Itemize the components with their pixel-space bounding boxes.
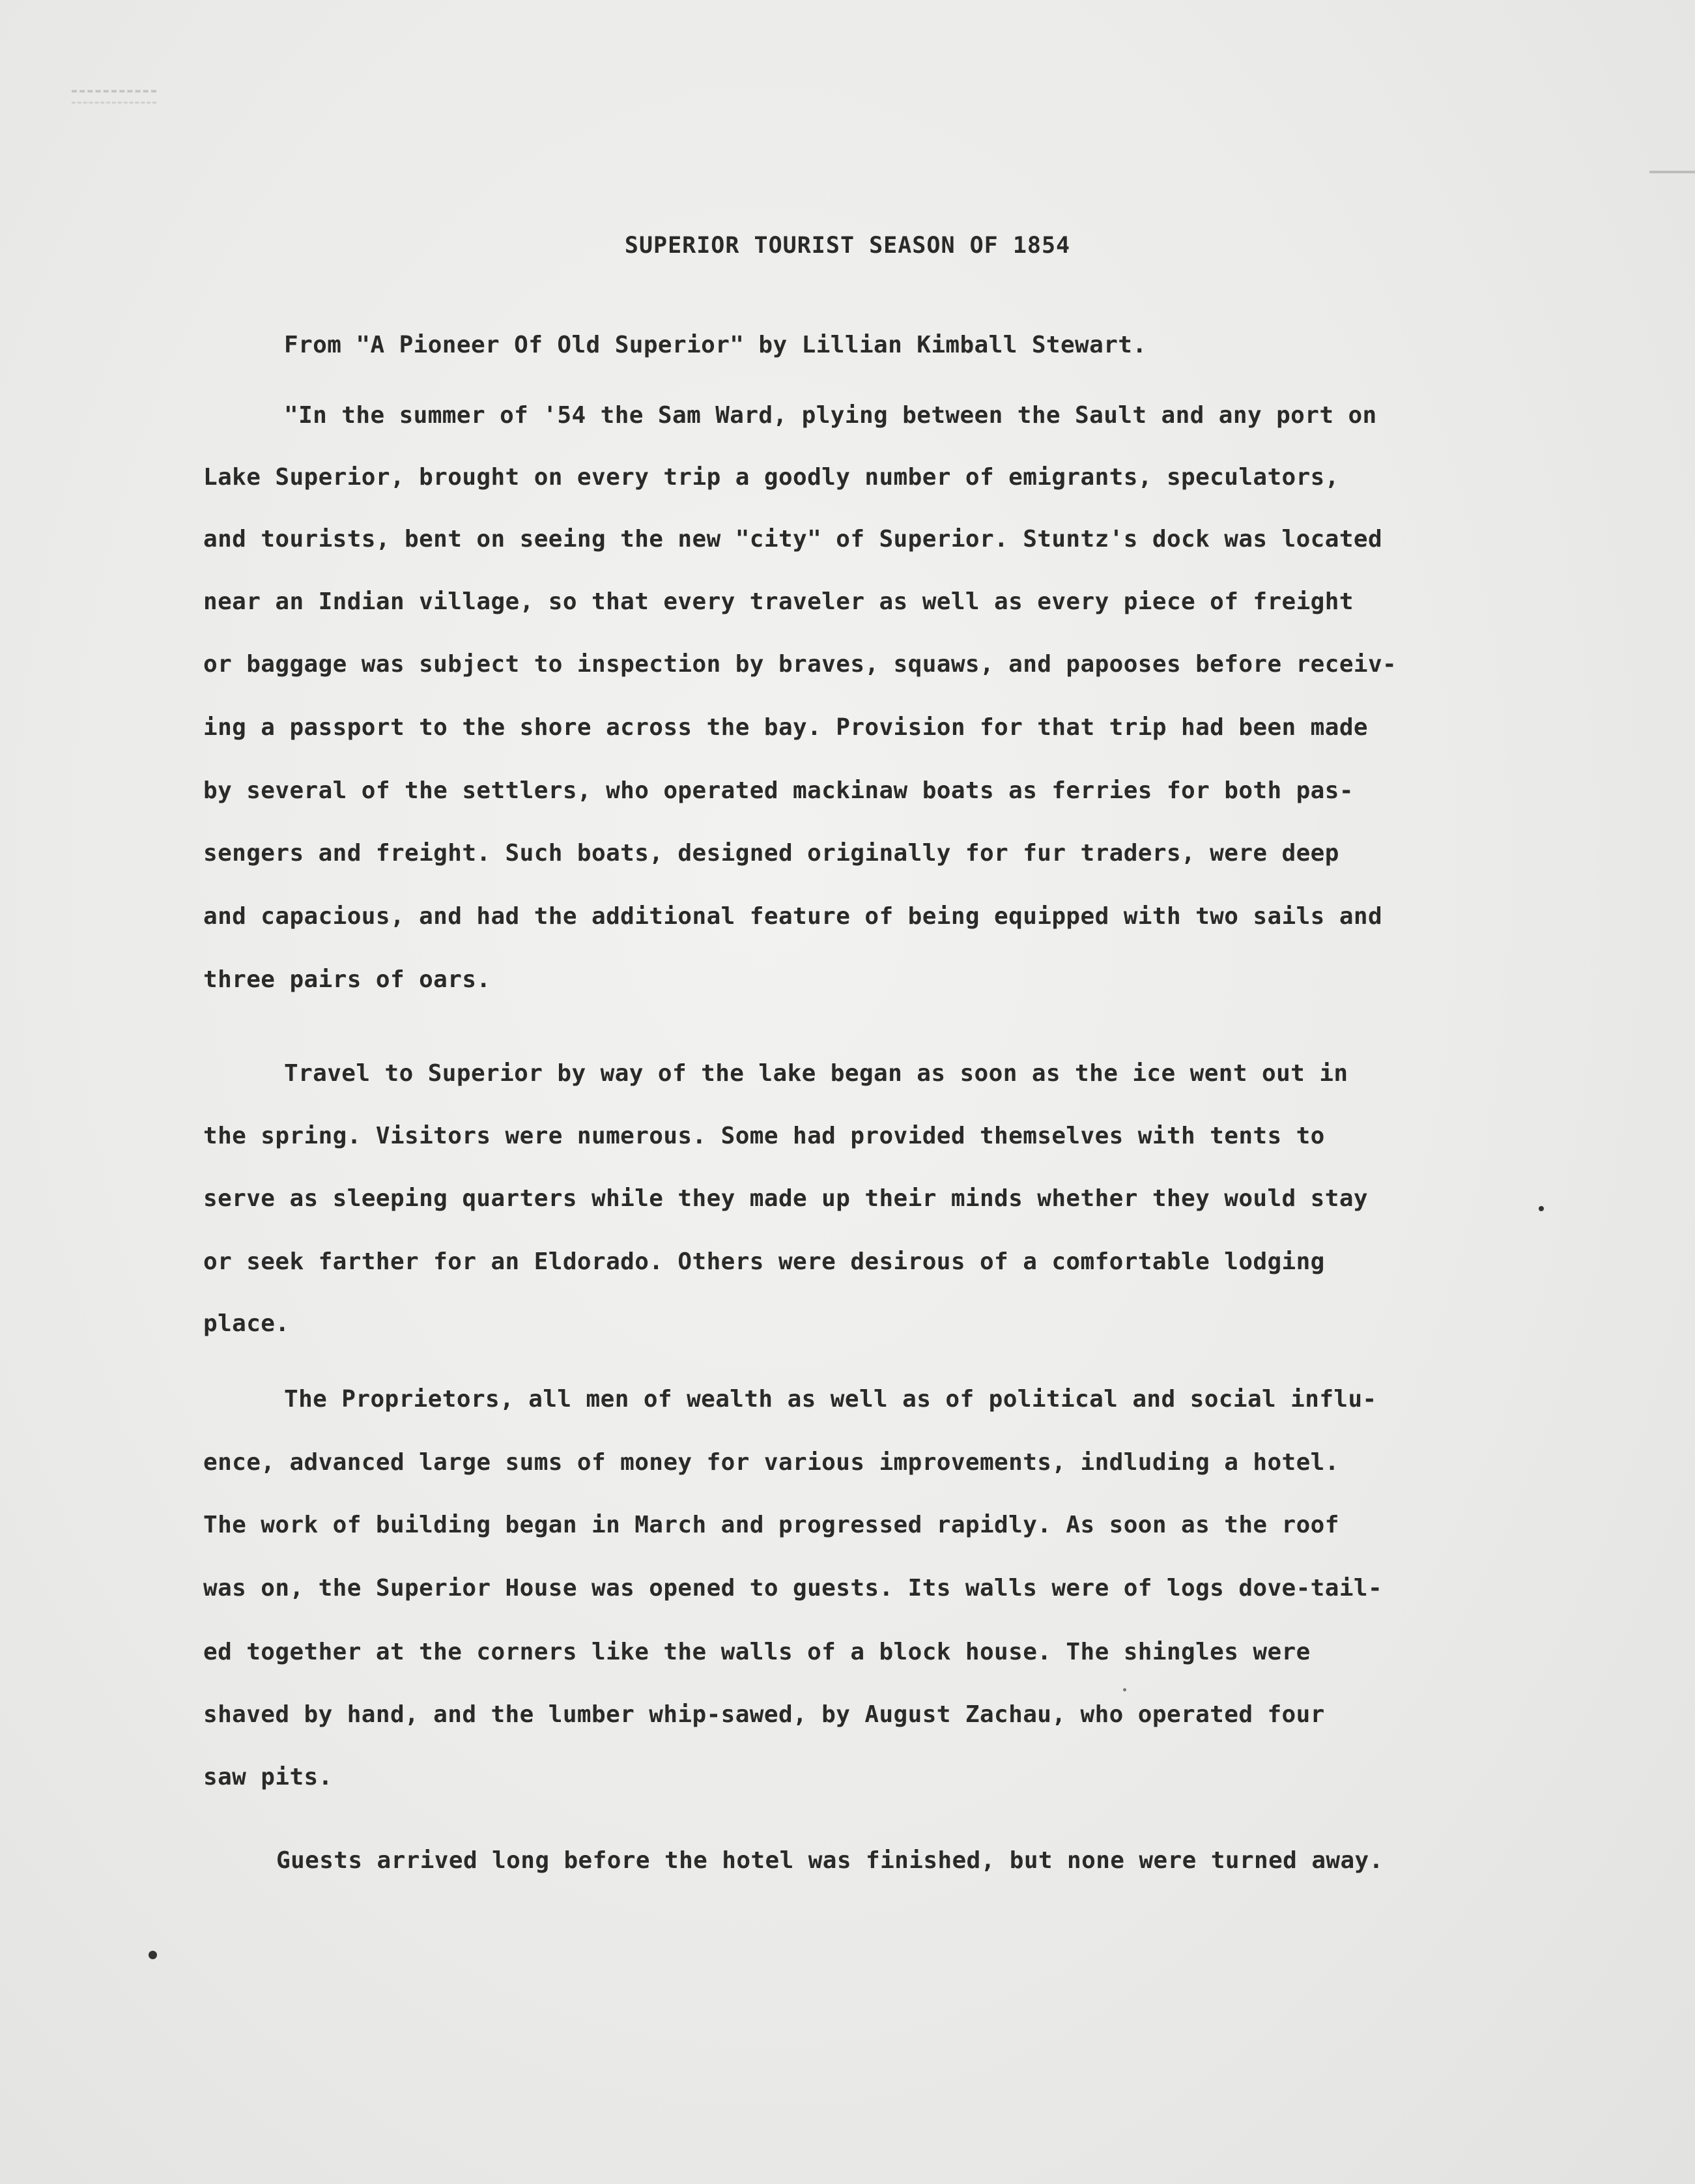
ink-dot bbox=[1123, 1688, 1126, 1691]
text-line: place. bbox=[203, 1310, 290, 1337]
text-line: Travel to Superior by way of the lake began as soon as the ice went out in bbox=[284, 1060, 1348, 1087]
text-line: or seek farther for an Eldorado. Others were desirous of a comfortable lodging bbox=[203, 1248, 1325, 1275]
text-line: three pairs of oars. bbox=[203, 966, 491, 993]
text-line: The work of building began in March and progressed rapidly. As soon as the roof bbox=[203, 1512, 1339, 1538]
text-line: ing a passport to the shore across the bay. Provision for that trip had been made bbox=[203, 714, 1368, 741]
ink-dot bbox=[149, 1951, 157, 1959]
text-line: Guests arrived long before the hotel was finished, but none were turned away. bbox=[276, 1847, 1384, 1874]
source-line: From "A Pioneer Of Old Superior" by Lillian Kimball Stewart. bbox=[284, 332, 1147, 358]
punch-mark bbox=[72, 90, 156, 104]
text-line: the spring. Visitors were numerous. Some had provided themselves with tents to bbox=[203, 1123, 1325, 1149]
document-title: SUPERIOR TOURIST SEASON OF 1854 bbox=[624, 233, 1071, 259]
text-line: ence, advanced large sums of money for various improvements, indluding a hotel. bbox=[203, 1449, 1339, 1476]
text-line: serve as sleeping quarters while they made up their minds whether they would stay bbox=[203, 1185, 1368, 1212]
text-line: ed together at the corners like the walls of a block house. The shingles were bbox=[203, 1639, 1311, 1665]
text-line: was on, the Superior House was opened to guests. Its walls were of logs dove-tail- bbox=[203, 1575, 1383, 1602]
text-line: saw pits. bbox=[203, 1764, 333, 1790]
text-line: and capacious, and had the additional feature of being equipped with two sails and bbox=[203, 903, 1383, 930]
text-line: shaved by hand, and the lumber whip-sawed, by August Zachau, who operated four bbox=[203, 1701, 1325, 1728]
text-line: Lake Superior, brought on every trip a goodly number of emigrants, speculators, bbox=[203, 464, 1339, 491]
text-line: sengers and freight. Such boats, designed originally for fur traders, were deep bbox=[203, 840, 1339, 867]
text-line: and tourists, bent on seeing the new "city" of Superior. Stuntz's dock was located bbox=[203, 526, 1383, 553]
edge-mark bbox=[1649, 171, 1695, 173]
text-line: by several of the settlers, who operated mackinaw boats as ferries for both pas- bbox=[203, 777, 1354, 804]
text-line: "In the summer of '54 the Sam Ward, plying between the Sault and any port on bbox=[284, 402, 1377, 429]
text-line: or baggage was subject to inspection by braves, squaws, and papooses before receiv- bbox=[203, 651, 1397, 678]
text-line: The Proprietors, all men of wealth as well as of political and social influ- bbox=[284, 1386, 1377, 1413]
ink-dot bbox=[1539, 1206, 1544, 1211]
text-line: near an Indian village, so that every traveler as well as every piece of freight bbox=[203, 588, 1354, 615]
